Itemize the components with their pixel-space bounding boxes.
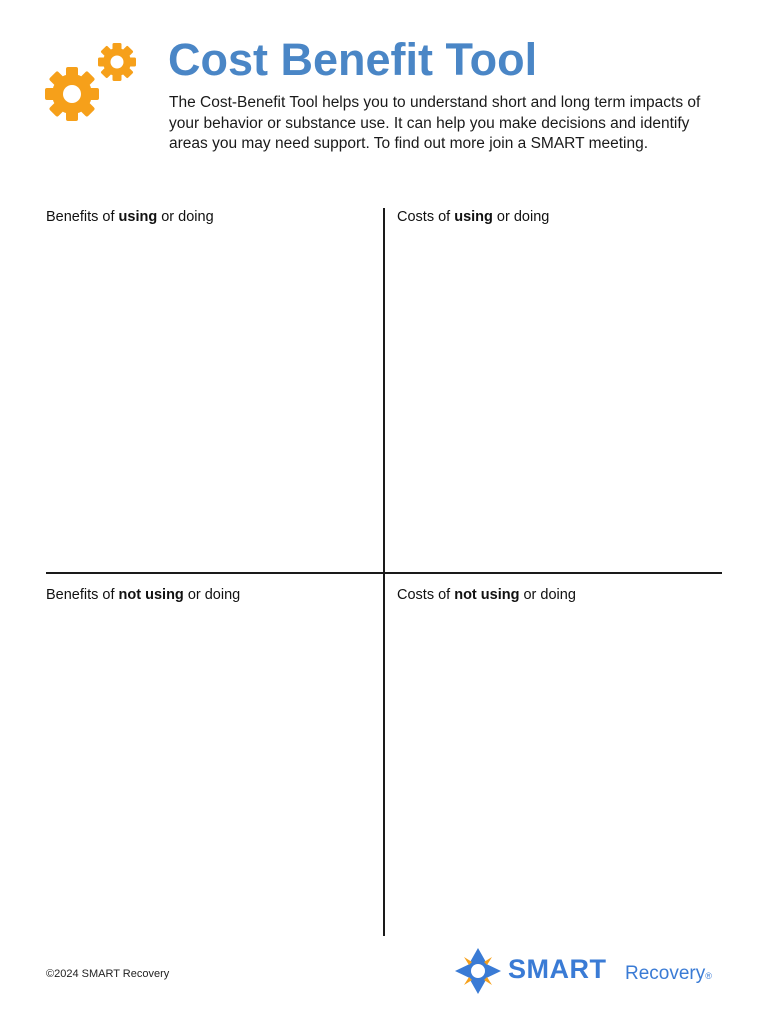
quadrant-emphasis: using	[118, 209, 158, 225]
quadrant-emphasis: not using	[454, 587, 520, 603]
compass-star-icon	[455, 948, 501, 994]
quadrant-label-benefits-not-using: Benefits of not using or doing	[46, 587, 241, 603]
quadrant-label-benefits-using: Benefits of using or doing	[46, 209, 214, 225]
gears-icon	[44, 42, 140, 122]
smart-recovery-logo	[455, 948, 725, 996]
quadrant-label-costs-not-using: Costs of not using or doing	[397, 587, 576, 603]
horizontal-divider	[46, 572, 722, 574]
logo-wordmark-smart: SMART	[508, 954, 607, 984]
quadrant-label-costs-using: Costs of using or doing	[397, 209, 550, 225]
quadrant-emphasis: using	[454, 209, 493, 225]
registered-mark: ®	[705, 971, 712, 981]
logo-wordmark-recovery: Recovery®	[625, 963, 712, 984]
copyright-text: ©2024 SMART Recovery	[46, 968, 170, 980]
page-title: Cost Benefit Tool	[168, 34, 538, 85]
intro-paragraph: The Cost-Benefit Tool helps you to understand short and long term impacts of your behavior or substance use. It can help you make decisions and identify areas you may need support. To find out more join a SMART meeting.	[169, 94, 701, 152]
quadrant-emphasis: not using	[118, 587, 184, 603]
